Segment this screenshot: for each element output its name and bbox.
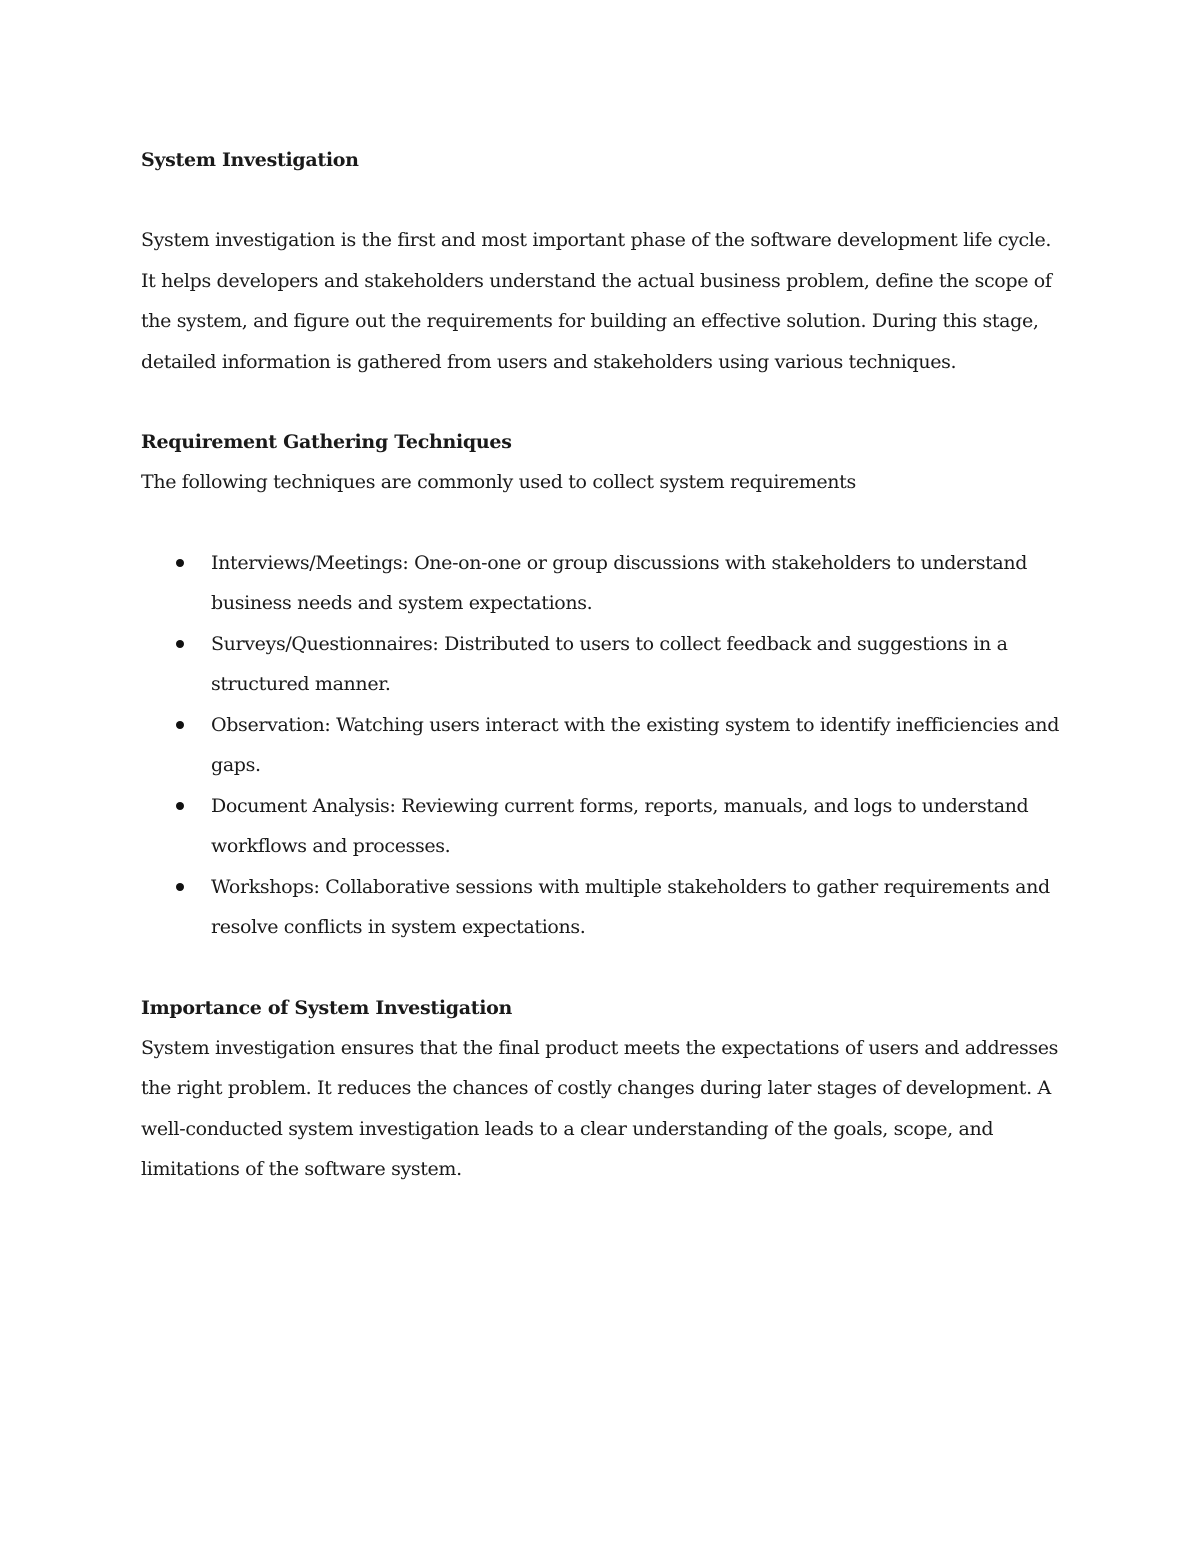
list-item-text: Observation: Watching users interact with the existing system to identify inefficiencies and gaps. <box>211 713 1060 776</box>
bullet-icon <box>176 721 184 729</box>
section-heading-techniques: Requirement Gathering Techniques <box>141 431 512 453</box>
bullet-icon <box>176 640 184 648</box>
list-item-text: Document Analysis: Reviewing current forms, reports, manuals, and logs to understand workflows and processes. <box>211 794 1029 857</box>
bullet-icon <box>176 559 184 567</box>
section-heading-importance: Importance of System Investigation <box>141 996 513 1019</box>
bullet-icon <box>176 802 184 810</box>
list-item-text: Interviews/Meetings: One-on-one or group discussions with stakeholders to understand business needs and system expectations. <box>211 551 1028 614</box>
list-item <box>141 705 1071 786</box>
list-item <box>141 543 1071 624</box>
document-page <box>141 140 1071 1190</box>
intro-paragraph: System investigation is the first and most important phase of the software development life cycle. It helps developers and stakeholders understand the actual business problem, define the scope of the system, and figure out the requirements for building an effective solution. During this stage, detailed information is gathered from users and stakeholders using various techniques. <box>141 229 1052 373</box>
section-heading-system-investigation: System Investigation <box>141 149 359 171</box>
list-item-text: Surveys/Questionnaires: Distributed to users to collect feedback and suggestions in a structured manner. <box>211 632 1008 695</box>
list-item-text: Workshops: Collaborative sessions with multiple stakeholders to gather requirements and resolve conflicts in system expectations. <box>211 875 1050 938</box>
techniques-list <box>141 543 1071 948</box>
bullet-icon <box>176 883 184 891</box>
importance-paragraph: System investigation ensures that the final product meets the expectations of users and addresses the right problem. It reduces the chances of costly changes during later stages of development. A well-conducted system investigation leads to a clear understanding of the goals, scope, and limitations of the software system. <box>141 1036 1059 1180</box>
list-item <box>141 624 1071 705</box>
techniques-lead-text: The following techniques are commonly used to collect system requirements <box>141 471 856 493</box>
list-item <box>141 867 1071 948</box>
list-item <box>141 786 1071 867</box>
